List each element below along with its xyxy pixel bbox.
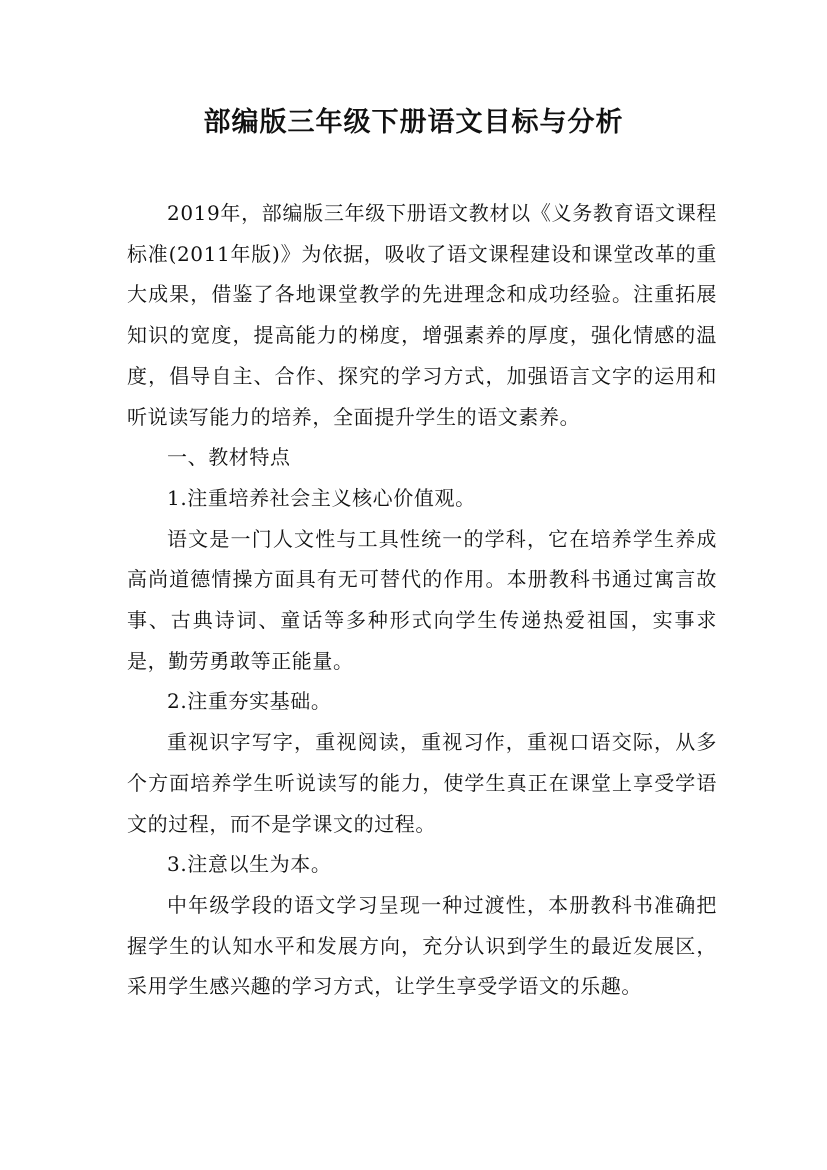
subheading-student-centered: 3.注意以生为本。	[167, 852, 332, 877]
paragraph-solid-foundation: 重视识字写字，重视阅读，重视习作，重视口语交际，从多个方面培养学生听说读写的能力，使学生真正在课堂上享受学语文的过程，而不是学课文的过程。	[127, 730, 717, 836]
paragraph-core-values: 语文是一门人文性与工具性统一的学科，它在培养学生养成高尚道德情操方面具有无可替代的作用。本册教科书通过寓言故事、古典诗词、童话等多种形式向学生传递热爱祖国，实事求是，勤劳勇敢等正能量。	[127, 526, 717, 673]
subheading-core-values: 1.注重培养社会主义核心价值观。	[167, 485, 476, 510]
document-title: 部编版三年级下册语文目标与分析	[203, 107, 624, 138]
intro-paragraph: 2019年，部编版三年级下册语文教材以《义务教育语文课程标准(2011年版)》为依据，吸收了语文课程建设和课堂改革的重大成果，借鉴了各地课堂教学的先进理念和成功经验。注重拓展知识的宽度，提高能力的梯度，增强素养的厚度，强化情感的温度，倡导自主、合作、探究的学习方式，加强语言文字的运用和听说读写能力的培养，全面提升学生的语文素养。	[127, 201, 717, 429]
document-body	[127, 193, 717, 1007]
subheading-solid-foundation: 2.注重夯实基础。	[167, 689, 332, 714]
section-heading-textbook-features: 一、教材特点	[167, 445, 291, 470]
paragraph-student-centered: 中年级学段的语文学习呈现一种过渡性，本册教科书准确把握学生的认知水平和发展方向，充分认识到学生的最近发展区，采用学生感兴趣的学习方式，让学生享受学语文的乐趣。	[127, 892, 717, 999]
